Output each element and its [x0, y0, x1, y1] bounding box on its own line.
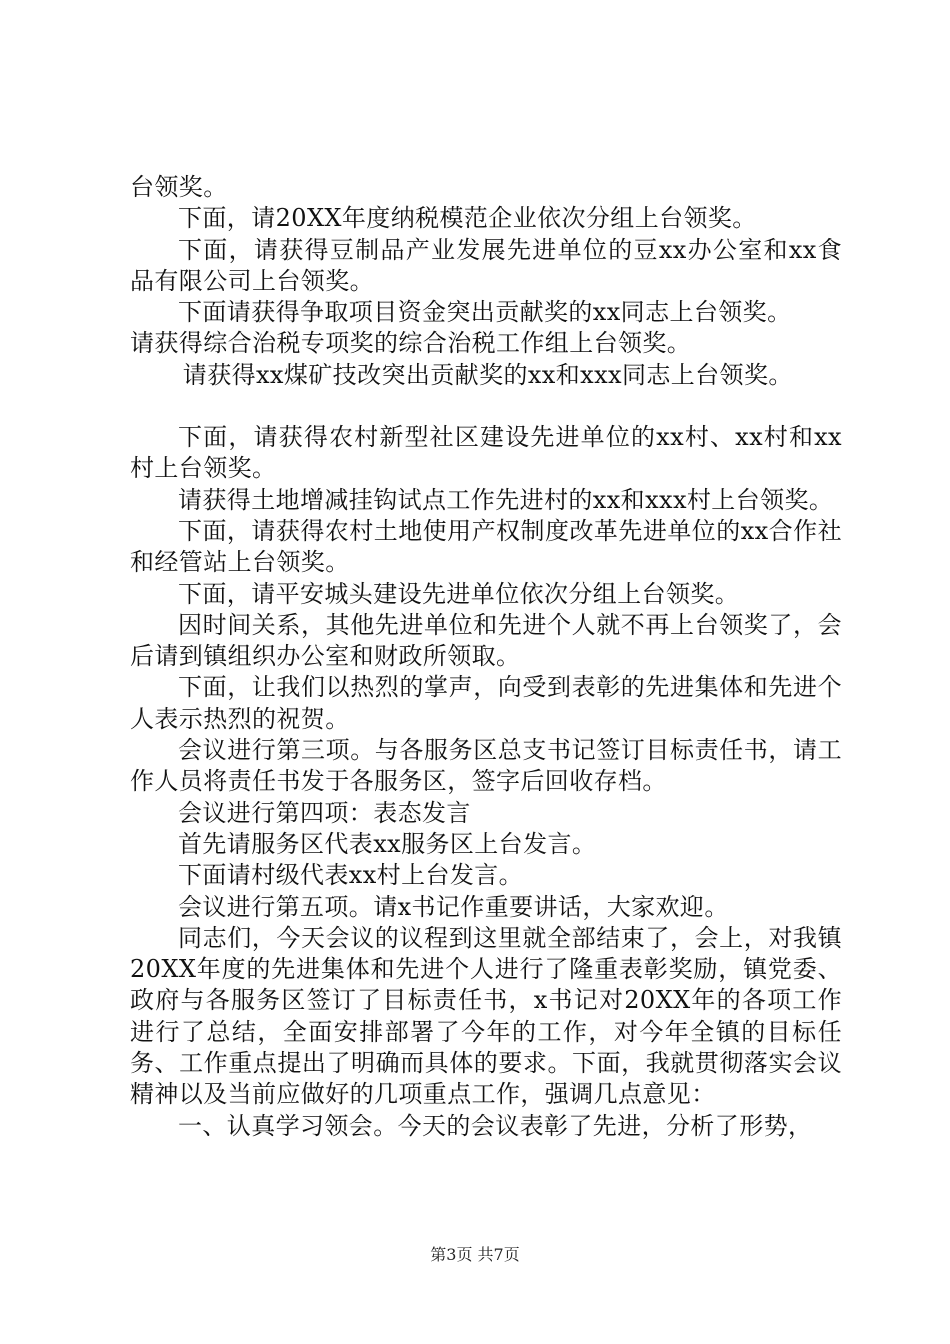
paragraph: 下面，请平安城头建设先进单位依次分组上台领奖。	[178, 579, 740, 608]
paragraph: 会议进行第四项：表态发言	[178, 798, 471, 827]
paragraph: 台领奖。	[130, 173, 228, 201]
paragraph: 下面，请获得豆制品产业发展先进单位的豆xx办公室和xx食品有限公司上台领奖。	[130, 235, 842, 295]
paragraph: 首先请服务区代表xx服务区上台发言。	[178, 829, 597, 858]
paragraph: 下面请获得争取项目资金突出贡献奖的xx同志上台领奖。	[178, 298, 792, 327]
paragraph: 因时间关系，其他先进单位和先进个人就不再上台领奖了，会后请到镇组织办公室和财政所领取。	[130, 610, 842, 671]
document-body	[130, 172, 842, 1142]
paragraph: 请获得综合治税专项奖的综合治税工作组上台领奖。	[130, 329, 692, 358]
paragraph: 下面，请20XX年度纳税模范企业依次分组上台领奖。	[178, 204, 757, 233]
paragraph: 下面，请获得农村土地使用产权制度改革先进单位的xx合作社和经管站上台领奖。	[130, 516, 842, 577]
paragraph: 请获得xx煤矿技改突出贡献奖的xx和xxx同志上台领奖。	[182, 360, 793, 389]
paragraph: 下面，请获得农村新型社区建设先进单位的xx村、xx村和xx村上台领奖。	[130, 423, 842, 483]
paragraph: 会议进行第五项。请x书记作重要讲话，大家欢迎。	[178, 892, 729, 921]
paragraph: 同志们，今天会议的议程到这里就全部结束了，会上，对我镇20XX年度的先进集体和先进个人进行了隆重表彰奖励，镇党委、政府与各服务区签订了目标责任书，x书记对20XX年的各项工作进行了总结，全面安排部署了今年的工作，对今年全镇的目标任务、工作重点提出了明确而具体的要求。下面，我就贯彻落实会议精神以及当前应做好的几项重点工作，强调几点意见：	[130, 923, 842, 1109]
page-number-footer: 第3页 共7页	[430, 1245, 520, 1264]
paragraph: 请获得土地增减挂钩试点工作先进村的xx和xxx村上台领奖。	[178, 485, 834, 514]
paragraph: 下面，让我们以热烈的掌声，向受到表彰的先进集体和先进个人表示热烈的祝贺。	[130, 673, 842, 733]
paragraph: 一、认真学习领会。今天的会议表彰了先进，分析了形势，	[178, 1111, 813, 1140]
paragraph: 会议进行第三项。与各服务区总支书记签订目标责任书，请工作人员将责任书发于各服务区，签字后回收存档。	[130, 736, 842, 796]
paragraph: 下面请村级代表xx村上台发言。	[178, 861, 524, 890]
